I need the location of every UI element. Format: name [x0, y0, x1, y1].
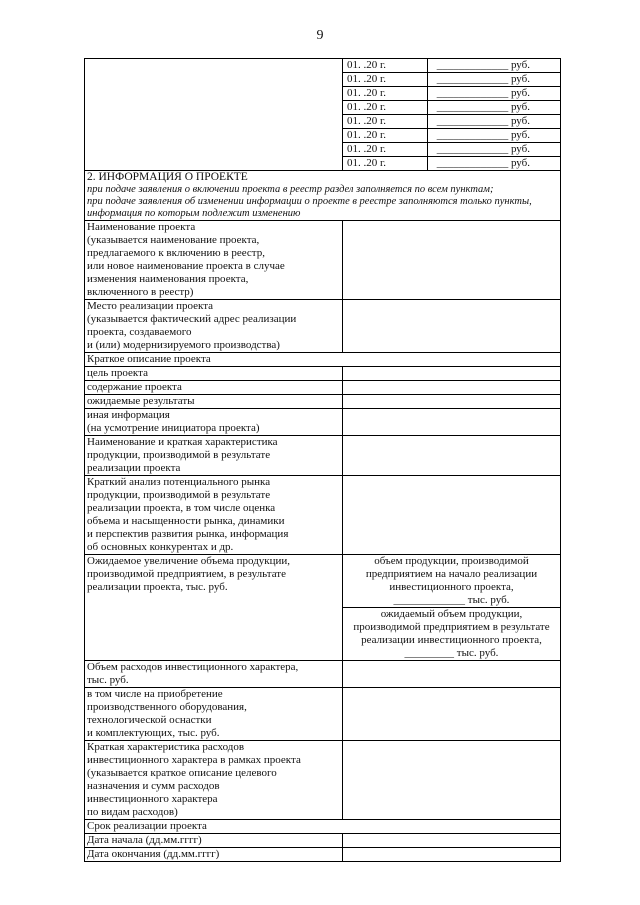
payment-date[interactable]: 01. .20 г.: [343, 73, 428, 87]
payment-amount[interactable]: _____________ руб.: [428, 157, 561, 171]
start-date-row: [85, 834, 561, 848]
payment-left-empty-cell[interactable]: [85, 59, 343, 171]
payment-amount[interactable]: _____________ руб.: [428, 101, 561, 115]
payment-row: [85, 59, 561, 73]
expected-results-value[interactable]: [343, 395, 561, 409]
project-info-form: [84, 58, 561, 862]
payment-amount[interactable]: _____________ руб.: [428, 129, 561, 143]
equipment-row: [85, 688, 561, 741]
equipment-value[interactable]: [343, 688, 561, 741]
investment-description-label: Краткая характеристика расходов инвестиционного характера в рамках проекта (указывается краткое описание целевого назначения и сумм расходов инвестиционного характера по видам расходов): [85, 741, 343, 820]
payment-date[interactable]: 01. .20 г.: [343, 157, 428, 171]
start-date-value[interactable]: [343, 834, 561, 848]
section-header-row: [85, 171, 561, 221]
other-info-value[interactable]: [343, 409, 561, 436]
market-analysis-label: Краткий анализ потенциального рынка продукции, производимой в результате реализации проекта, в том числе оценка объема и насыщенности рынка, динамики и перспектив развития рынка, информация об основных конкурентах и др.: [85, 476, 343, 555]
short-description-row: [85, 353, 561, 367]
investment-description-row: [85, 741, 561, 820]
payment-amount[interactable]: _____________ руб.: [428, 59, 561, 73]
payment-date[interactable]: 01. .20 г.: [343, 87, 428, 101]
payment-amount[interactable]: _____________ руб.: [428, 115, 561, 129]
end-date-row: [85, 848, 561, 862]
payment-amount[interactable]: _____________ руб.: [428, 73, 561, 87]
investment-volume-label: Объем расходов инвестиционного характера, тыс. руб.: [85, 661, 343, 688]
project-name-row: [85, 221, 561, 300]
equipment-label: в том числе на приобретение производственного оборудования, технологической оснастки и комплектующих, тыс. руб.: [85, 688, 343, 741]
goal-label: цель проекта: [85, 367, 343, 381]
market-analysis-value[interactable]: [343, 476, 561, 555]
payment-amount[interactable]: _____________ руб.: [428, 87, 561, 101]
content-row: [85, 381, 561, 395]
investment-volume-row: [85, 661, 561, 688]
project-name-label: Наименование проекта (указывается наименование проекта, предлагаемого к включению в реестр, или новое наименование проекта в случае изменения наименования проекта, включенного в реестр): [85, 221, 343, 300]
volume-increase-row: [85, 555, 561, 608]
end-date-value[interactable]: [343, 848, 561, 862]
payment-date[interactable]: 01. .20 г.: [343, 59, 428, 73]
goal-value[interactable]: [343, 367, 561, 381]
expected-results-row: [85, 395, 561, 409]
project-location-label: Место реализации проекта (указывается фактический адрес реализации проекта, создаваемого и (или) модернизируемого производства): [85, 300, 343, 353]
duration-row: [85, 820, 561, 834]
project-location-value[interactable]: [343, 300, 561, 353]
goal-row: [85, 367, 561, 381]
product-name-value[interactable]: [343, 436, 561, 476]
volume-expected-cell[interactable]: ожидаемый объем продукции, производимой предприятием в результате реализации инвестиционного проекта, _________ тыс. руб.: [343, 608, 561, 661]
short-description-label: Краткое описание проекта: [85, 353, 561, 367]
other-info-row: [85, 409, 561, 436]
investment-description-value[interactable]: [343, 741, 561, 820]
payment-date[interactable]: 01. .20 г.: [343, 129, 428, 143]
payment-date[interactable]: 01. .20 г.: [343, 143, 428, 157]
section-note-include: при подаче заявления о включении проекта в реестр раздел заполняется по всем пунктам;: [87, 184, 494, 195]
investment-volume-value[interactable]: [343, 661, 561, 688]
expected-results-label: ожидаемые результаты: [85, 395, 343, 409]
payment-date[interactable]: 01. .20 г.: [343, 101, 428, 115]
product-name-row: [85, 436, 561, 476]
section-header-cell: [85, 171, 561, 221]
section-2: [85, 171, 561, 862]
section-title: 2. ИНФОРМАЦИЯ О ПРОЕКТЕ: [87, 171, 248, 183]
content-value[interactable]: [343, 381, 561, 395]
payment-date[interactable]: 01. .20 г.: [343, 115, 428, 129]
market-analysis-row: [85, 476, 561, 555]
project-name-value[interactable]: [343, 221, 561, 300]
project-location-row: [85, 300, 561, 353]
payment-schedule: [85, 59, 561, 171]
product-name-label: Наименование и краткая характеристика продукции, производимой в результате реализации проекта: [85, 436, 343, 476]
other-info-label: иная информация (на усмотрение инициатора проекта): [85, 409, 343, 436]
start-date-label: Дата начала (дд.мм.гггг): [85, 834, 343, 848]
end-date-label: Дата окончания (дд.мм.гггг): [85, 848, 343, 862]
content-label: содержание проекта: [85, 381, 343, 395]
duration-label: Срок реализации проекта: [85, 820, 561, 834]
payment-amount[interactable]: _____________ руб.: [428, 143, 561, 157]
page-number: 9: [316, 28, 324, 43]
section-note-change: при подаче заявления об изменении информации о проекте в реестре заполняются только пункты, информация по которым подлежит изменению: [87, 196, 532, 219]
volume-start-cell[interactable]: объем продукции, производимой предприятием на начало реализации инвестиционного проекта, _____________ тыс. руб.: [343, 555, 561, 608]
volume-increase-label: Ожидаемое увеличение объема продукции, производимой предприятием, в результате реализации проекта, тыс. руб.: [85, 555, 343, 661]
